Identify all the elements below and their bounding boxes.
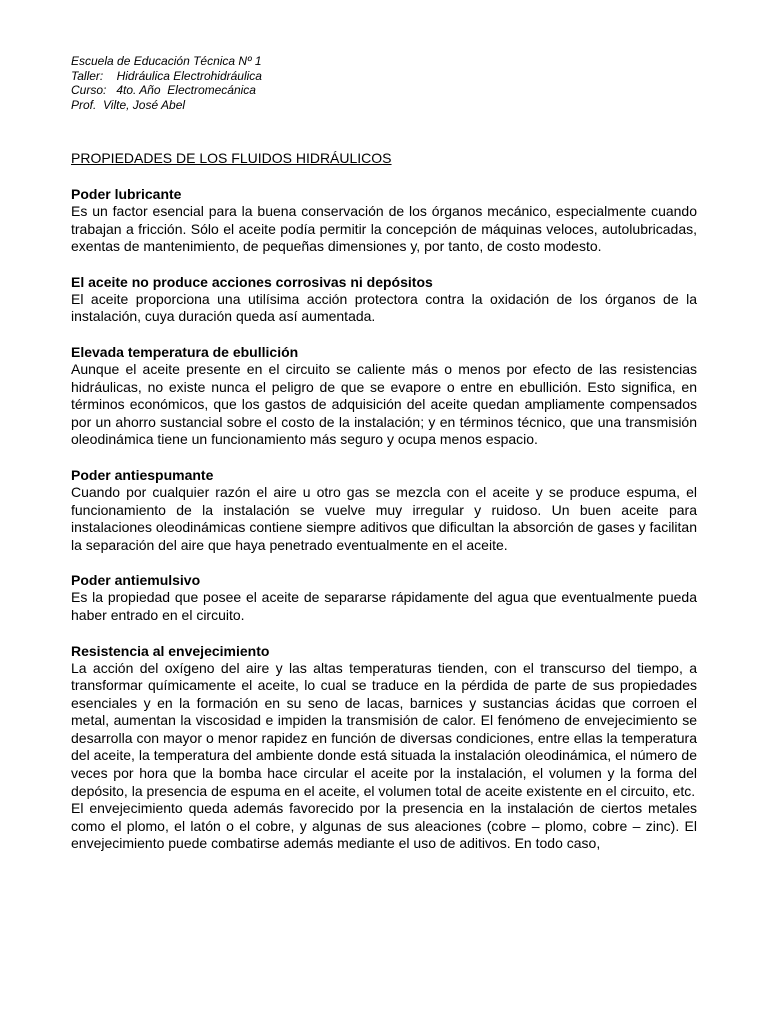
section-paragraph: Cuando por cualquier razón el aire u otro gas se mezcla con el aceite y se produce espuma, el funcionamiento de la instalación se vuelve muy irregular y ruidoso. Un buen aceite para instalaciones oleodinámicas contiene siempre aditivos que dificultan la absorción de gases y facilitan la separación del aire que haya penetrado eventualmente en el aceite. xyxy=(71,483,697,553)
section-antiemulsivo xyxy=(71,571,697,624)
school-name: Escuela de Educación Técnica Nº 1 xyxy=(71,54,262,68)
section-no-corrosivo xyxy=(71,273,697,326)
section-paragraph: Es un factor esencial para la buena conservación de los órganos mecánico, especialmente cuando trabajan a fricción. Sólo el aceite podía permitir la concepción de máquinas veloces, autolubricadas, exentas de mantenimiento, de pequeñas dimensiones y, por tanto, de costo modesto. xyxy=(71,203,697,255)
section-paragraph: El envejecimiento queda además favorecido por la presencia en la instalación de ciertos metales como el plomo, el latón o el cobre, y algunas de sus aleaciones (cobre – plomo, cobre – zinc). El envejecimiento puede combatirse además mediante el uso de aditivos. En todo caso, xyxy=(71,800,697,852)
course-line: Curso: 4to. Año Electromecánica xyxy=(71,83,256,97)
section-paragraph: El aceite proporciona una utilísima acción protectora contra la oxidación de los órganos de la instalación, cuya duración queda así aumentada. xyxy=(71,290,697,325)
document-body xyxy=(71,185,697,870)
section-antiespumante xyxy=(71,466,697,554)
section-heading: El aceite no produce acciones corrosivas ni depósitos xyxy=(71,273,433,290)
section-envejecimiento xyxy=(71,642,697,854)
section-ebullicion xyxy=(71,343,697,449)
section-heading: Elevada temperatura de ebullición xyxy=(71,343,299,360)
section-heading: Resistencia al envejecimiento xyxy=(71,642,270,659)
document-header xyxy=(71,54,631,112)
section-heading: Poder antiemulsivo xyxy=(71,572,201,589)
document-title: PROPIEDADES DE LOS FLUIDOS HIDRÁULICOS xyxy=(71,150,392,166)
professor-line: Prof. Vilte, José Abel xyxy=(71,97,186,112)
section-poder-lubricante xyxy=(71,185,697,256)
section-heading: Poder antiespumante xyxy=(71,466,214,483)
workshop-line: Taller: Hidráulica Electrohidráulica xyxy=(71,68,262,83)
section-paragraph: Es la propiedad que posee el aceite de separarse rápidamente del agua que eventualmente pueda haber entrado en el circuito. xyxy=(71,589,697,623)
section-heading: Poder lubricante xyxy=(71,186,182,202)
section-paragraph: La acción del oxígeno del aire y las altas temperaturas tienden, con el transcurso del tiempo, a transformar químicamente el aceite, lo cual se traduce en la pérdida de parte de sus propiedades esenciales y en la formación en su seno de lacas, barnices y sustancias ácidas que corroen el metal, aumentan la viscosidad e impiden la transmisión de calor. El fenómeno de envejecimiento se desarrolla con mayor o menor rapidez en función de diversas condiciones, entre ellas la temperatura del aceite, la temperatura del ambiente donde está situada la instalación oleodinámica, el número de veces por hora que la bomba hace circular el aceite por la instalación, el volumen y la forma del depósito, la presencia de espuma en el aceite, el volumen total de aceite existente en el circuito, etc. xyxy=(71,659,697,799)
section-paragraph: Aunque el aceite presente en el circuito se caliente más o menos por efecto de las resistencias hidráulicas, no existe nunca el peligro de que se evapore o entre en ebullición. Esto significa, en términos económicos, que los gastos de adquisición del aceite quedan ampliamente compensados por un ahorro sustancial sobre el costo de la instalación; y en términos técnico, que una transmisión oleodinámica tiene un funcionamiento más seguro y ocupa menos espacio. xyxy=(71,360,697,448)
